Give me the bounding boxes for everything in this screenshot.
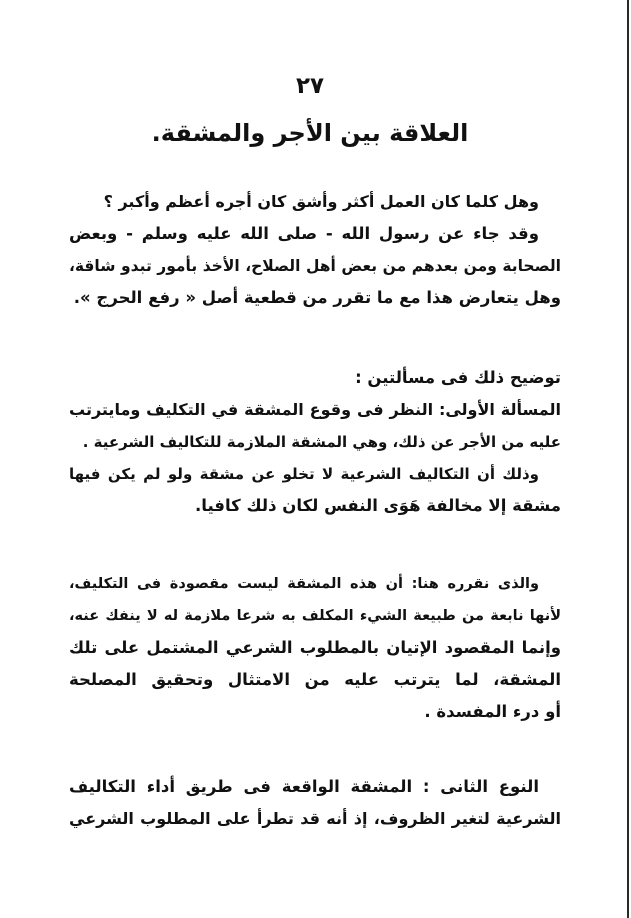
text-line: وهل كلما كان العمل أكثر وأشق كان أجره أعظم وأكبر ؟ [103,192,539,211]
text-line: توضيح ذلك فى مسألتين : [355,368,561,387]
text-line: لأنها نابعة من طبيعة الشيء المكلف به شرعا ملازمة له لا ينفك عنه، [69,608,561,624]
paragraph-1 [69,186,561,314]
paragraph-2 [69,362,561,522]
text-line: وهل يتعارض هذا مع ما تقرر من قطعية أصل « رفع الحرج ». [73,288,561,307]
page-number: ٢٧ [295,73,325,99]
text-line: والذى نقرره هنا: أن هذه المشقة ليست مقصودة فى التكليف، [69,576,539,592]
text-line: أو درء المفسدة . [424,702,561,721]
text-line: الصحابة ومن بعدهم من بعض أهل الصلاح، الأخذ بأمور تبدو شاقة، [69,257,561,275]
text-line: النوع الثانى : المشقة الواقعة فى طريق أداء التكاليف [69,777,539,796]
paragraph-3 [69,568,561,728]
text-line: الشرعية لتغير الظروف، إذ أنه قد تطرأ على المطلوب الشرعي [69,809,561,828]
text-line: وإنما المقصود الإتيان بالمطلوب الشرعي المشتمل على تلك [69,638,561,657]
paragraph-4 [69,771,561,835]
text-line: وذلك أن التكاليف الشرعية لا تخلو عن مشقة ولو لم يكن فيها [69,465,539,483]
chapter-title: العلاقة بين الأجر والمشقة. [151,119,469,147]
text-line: المشقة، لما يترتب عليه من الامتثال وتحقيق المصلحة [69,670,561,689]
text-line: وقد جاء عن رسول الله - صلى الله عليه وسلم - وبعض [69,224,539,243]
text-line: المسألة الأولى: النظر فى وقوع المشقة في التكليف ومايترتب [69,400,561,419]
page-edge-line [627,0,629,918]
text-line: مشقة إلا مخالفة هَوَى النفس لكان ذلك كافيا. [194,496,561,515]
text-line: عليه من الأجر عن ذلك، وهي المشقة الملازمة للتكاليف الشرعية . [82,433,561,451]
